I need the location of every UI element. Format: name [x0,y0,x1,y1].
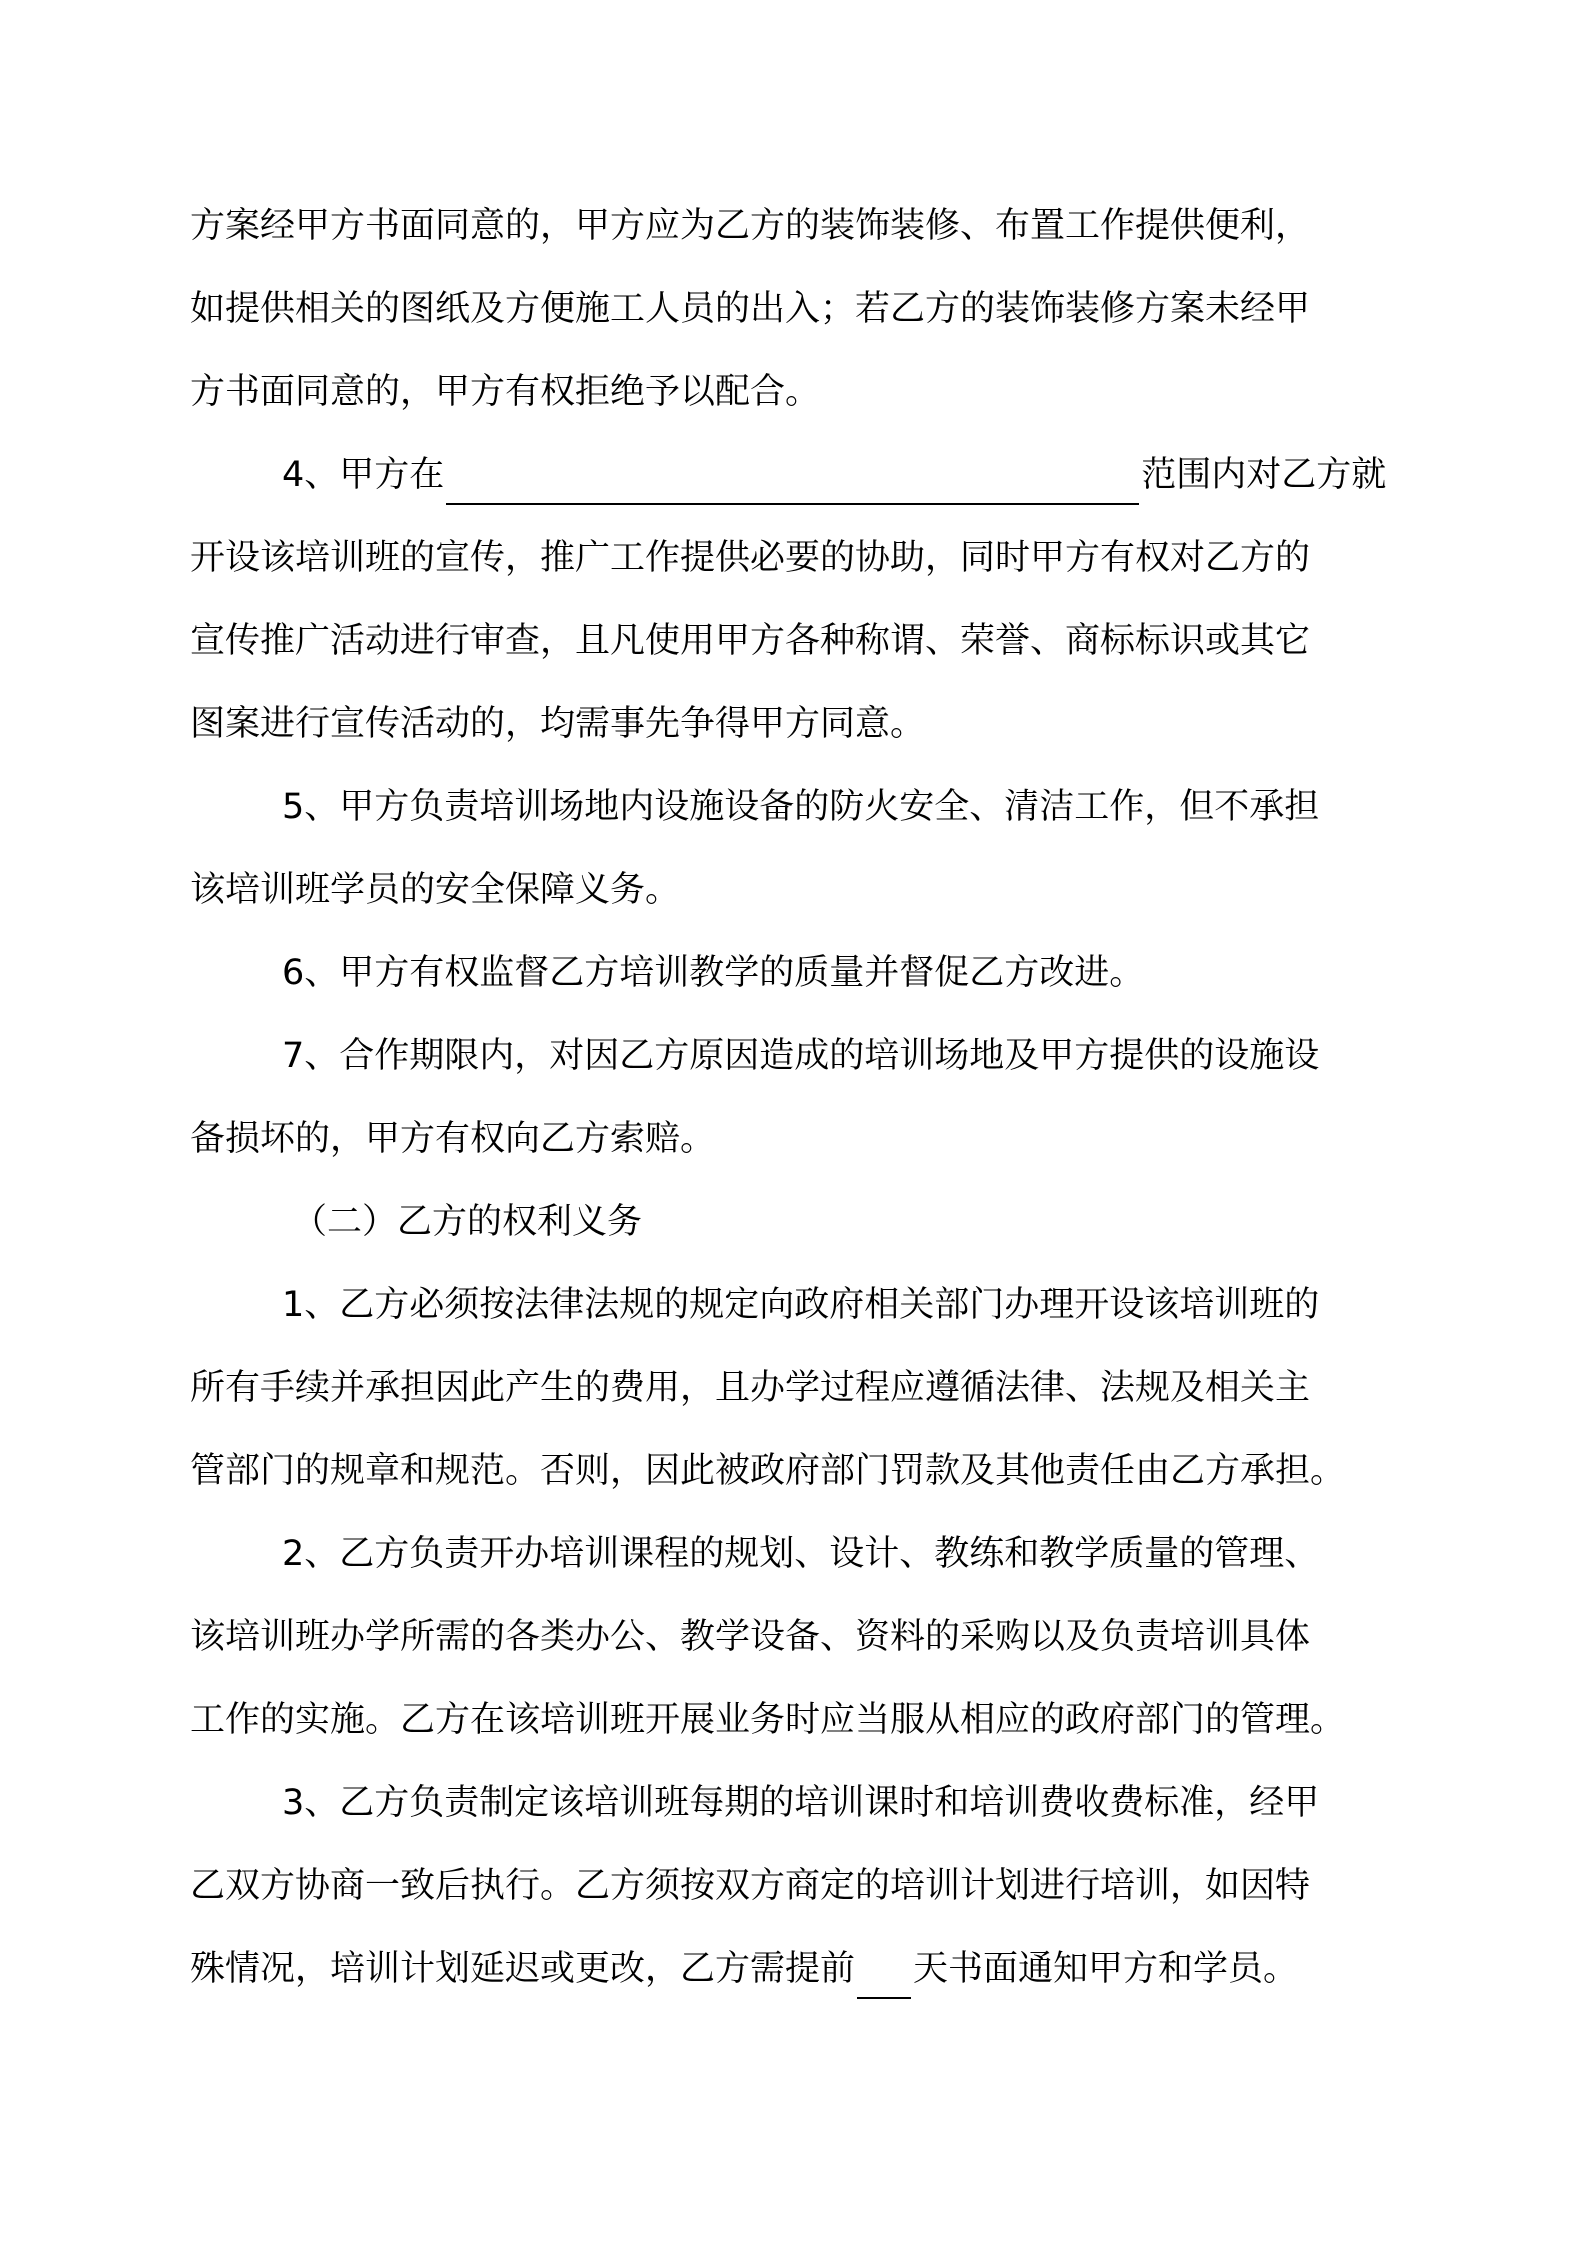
paragraph-line: 备损坏的，甲方有权向乙方索赔。 [190,1119,716,1159]
clause-7-first-line: 7、合作期限内，对因乙方原因造成的培训场地及甲方提供的设施设 [282,1036,1320,1076]
s2-clause-3-last-suffix: 天书面通知甲方和学员。 [913,1949,1299,1989]
paragraph-line: 宣传推广活动进行审查，且凡使用甲方各种称谓、荣誉、商标标识或其它 [190,621,1311,661]
s2-clause-3-last-line [190,1939,1298,1999]
paragraph-line: 方书面同意的，甲方有权拒绝予以配合。 [190,372,821,412]
s2-clause-1-first-line: 1、乙方必须按法律法规的规定向政府相关部门办理开设该培训班的 [282,1285,1320,1325]
s2-clause-3-first-line: 3、乙方负责制定该培训班每期的培训课时和培训费收费标准，经甲 [282,1783,1320,1823]
paragraph-line: 开设该培训班的宣传，推广工作提供必要的协助，同时甲方有权对乙方的 [190,538,1311,578]
paragraph-line: 方案经甲方书面同意的，甲方应为乙方的装饰装修、布置工作提供便利， [190,206,1311,246]
paragraph-line: 乙双方协商一致后执行。乙方须按双方商定的培训计划进行培训，如因特 [190,1866,1311,1906]
paragraph-line: 所有手续并承担因此产生的费用，且办学过程应遵循法律、法规及相关主 [190,1368,1311,1408]
clause-4-first-line [282,445,1386,505]
s2-clause-3-last-prefix: 殊情况，培训计划延迟或更改，乙方需提前 [190,1949,856,1989]
paragraph-line: 如提供相关的图纸及方便施工人员的出入；若乙方的装饰装修方案未经甲 [190,289,1311,329]
clause-5-first-line: 5、甲方负责培训场地内设施设备的防火安全、清洁工作，但不承担 [282,787,1320,827]
fill-in-blank-days[interactable] [857,1953,911,1999]
s2-clause-2-first-line: 2、乙方负责开办培训课程的规划、设计、教练和教学质量的管理、 [282,1534,1320,1574]
clause-6-line: 6、甲方有权监督乙方培训教学的质量并督促乙方改进。 [282,953,1145,993]
paragraph-line: 管部门的规章和规范。否则，因此被政府部门罚款及其他责任由乙方承担。 [190,1451,1346,1491]
paragraph-line: 图案进行宣传活动的，均需事先争得甲方同意。 [190,704,926,744]
paragraph-line: 工作的实施。乙方在该培训班开展业务时应当服从相应的政府部门的管理。 [190,1700,1346,1740]
paragraph-line: 该培训班学员的安全保障义务。 [190,870,681,910]
clause-4-suffix: 范围内对乙方就 [1141,455,1387,495]
fill-in-blank-scope[interactable] [446,459,1139,505]
section-heading: （二）乙方的权利义务 [292,1202,643,1242]
clause-4-prefix: 4、甲方在 [282,455,445,495]
paragraph-line: 该培训班办学所需的各类办公、教学设备、资料的采购以及负责培训具体 [190,1617,1311,1657]
